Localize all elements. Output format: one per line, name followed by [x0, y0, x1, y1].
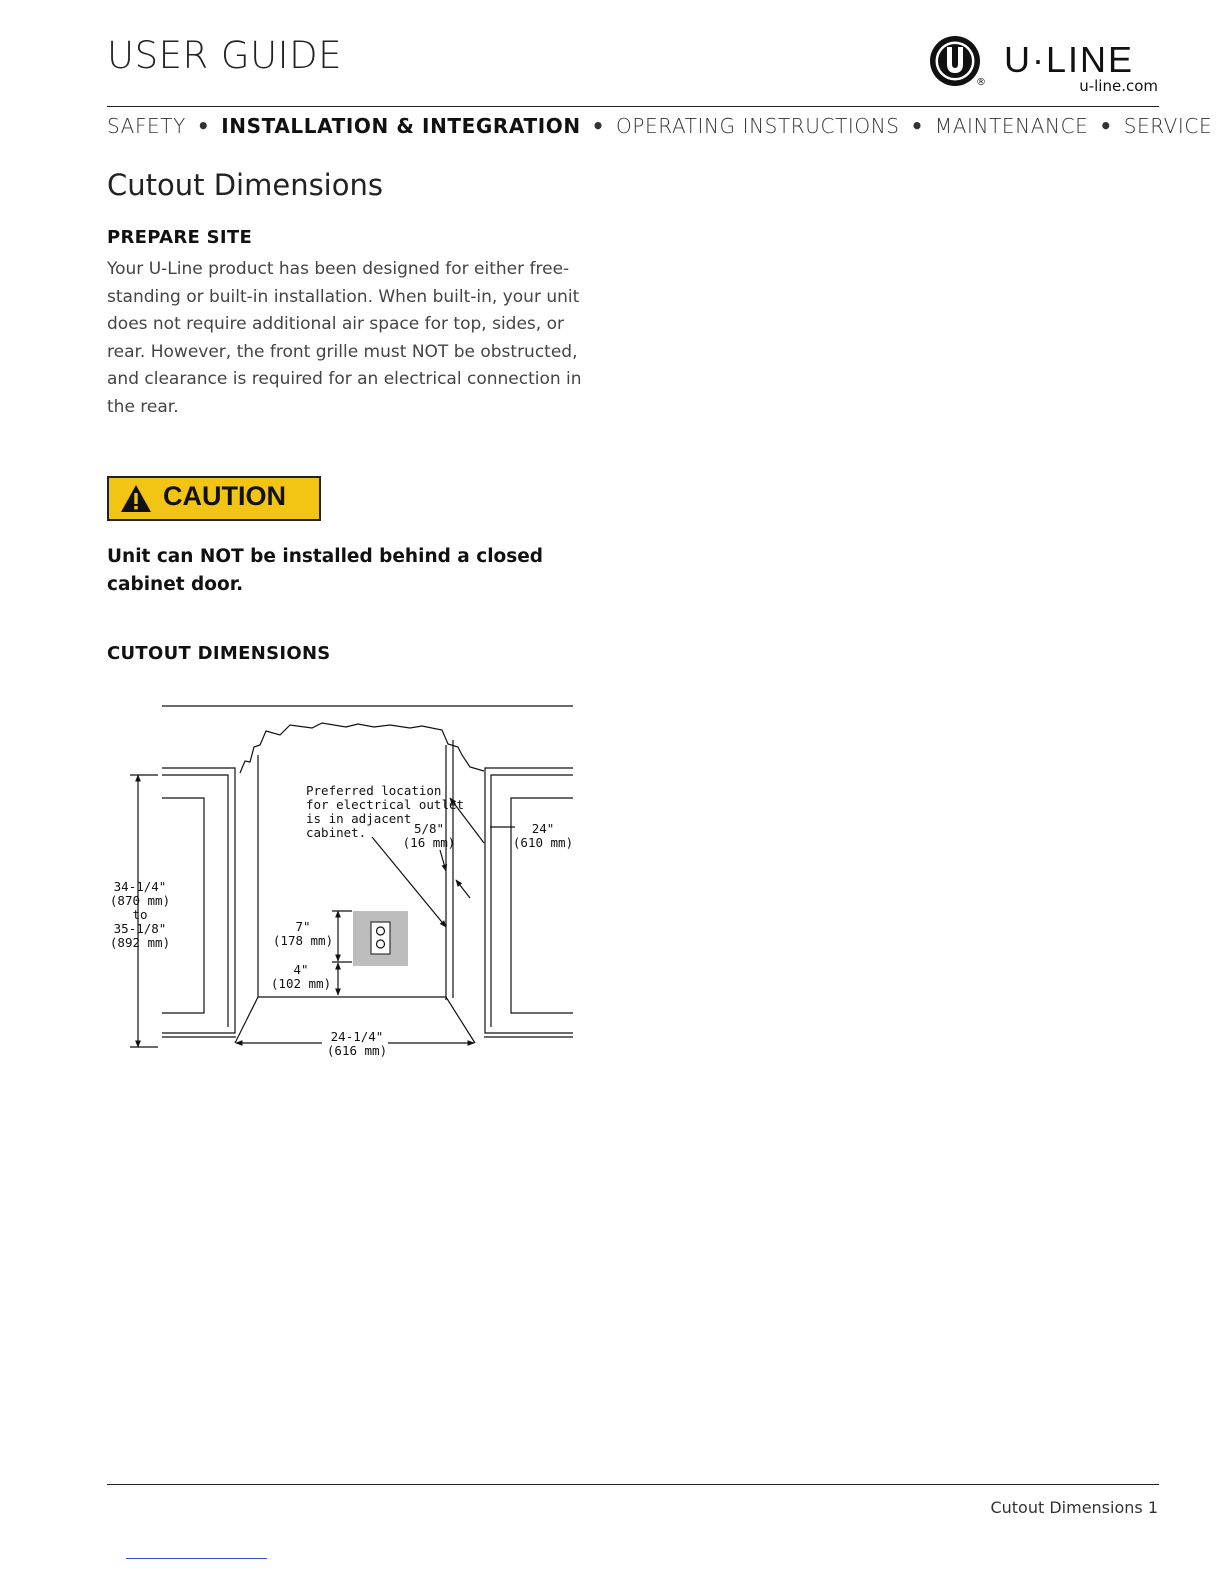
floor-clearance-label-line: 4" — [293, 962, 309, 977]
depth-label — [513, 821, 573, 850]
height-label — [110, 879, 170, 950]
footer-link-underline[interactable] — [126, 1558, 267, 1559]
left-cabinet — [162, 768, 235, 1033]
outlet-note-line: Preferred location — [306, 783, 442, 798]
cutout-diagram — [100, 695, 580, 1065]
height-label-line: 34-1/4" — [113, 879, 167, 894]
depth-label-line: 24" — [531, 821, 555, 836]
right-cabinet — [485, 768, 573, 1033]
section-nav — [107, 114, 1212, 138]
logo-wordmark: U·LINE — [1004, 39, 1135, 80]
height-label-line: (892 mm) — [109, 935, 171, 950]
gap-label-line: (16 mm) — [402, 835, 456, 850]
gap-label-line: 5/8" — [413, 821, 445, 836]
cutout-heading: CUTOUT DIMENSIONS — [107, 643, 331, 664]
prepare-site-heading: PREPARE SITE — [107, 227, 253, 248]
nav-separator: • — [591, 114, 606, 138]
torn-edge — [240, 723, 484, 773]
outlet-height-label-line: 7" — [295, 919, 311, 934]
outlet-height-label-line: (178 mm) — [272, 933, 334, 948]
footer-divider — [107, 1484, 1159, 1485]
width-label — [322, 1029, 388, 1060]
outlet-height-label — [273, 919, 333, 948]
floor-clearance-label-line: (102 mm) — [270, 976, 332, 991]
height-label-line: 35-1/8" — [113, 921, 167, 936]
brand-logo[interactable] — [928, 33, 1160, 97]
nav-separator: • — [910, 114, 924, 138]
prepare-site-paragraph: Your U-Line product has been designed for either free-standing or built-in installation. When built-in, your unit does not require additional air space for top, sides, or rear. However, the front grille must NOT be obstructed, and clearance is required for an electrical connection in the rear. — [107, 259, 582, 417]
registered-mark: ® — [976, 77, 986, 88]
nav-item-maintenance[interactable]: MAINTENANCE — [934, 114, 1089, 138]
caution-message: Unit can NOT be installed behind a closed cabinet door. — [107, 546, 544, 595]
warning-triangle-icon — [119, 483, 153, 514]
page-footer-label: Cutout Dimensions 1 — [990, 1498, 1158, 1517]
website-url[interactable]: u-line.com — [1079, 77, 1158, 95]
nav-item-operating[interactable]: OPERATING INSTRUCTIONS — [616, 114, 900, 138]
caution-banner — [107, 476, 321, 521]
floor-clearance-label — [271, 962, 331, 991]
nav-separator: • — [1099, 114, 1113, 138]
depth-label-line: (610 mm) — [512, 835, 574, 850]
height-label-line: (870 mm) — [109, 893, 171, 908]
nav-separator: • — [196, 114, 211, 138]
nav-item-service[interactable]: SERVICE — [1123, 114, 1213, 138]
width-label-line: 24-1/4" — [330, 1029, 384, 1044]
document-title: USER GUIDE — [107, 34, 342, 77]
outlet-note-line: for electrical outlet — [306, 797, 465, 812]
nav-item-installation[interactable]: INSTALLATION & INTEGRATION — [221, 114, 581, 138]
height-label-line: to — [132, 907, 148, 922]
caution-label: CAUTION — [163, 481, 286, 511]
width-label-line: (616 mm) — [326, 1043, 388, 1058]
outlet-note-line: cabinet. — [306, 825, 367, 840]
page-title: Cutout Dimensions — [107, 168, 383, 202]
outlet-note-line: is in adjacent — [306, 811, 412, 826]
header-divider — [107, 106, 1159, 107]
nav-item-safety[interactable]: SAFETY — [107, 114, 186, 138]
